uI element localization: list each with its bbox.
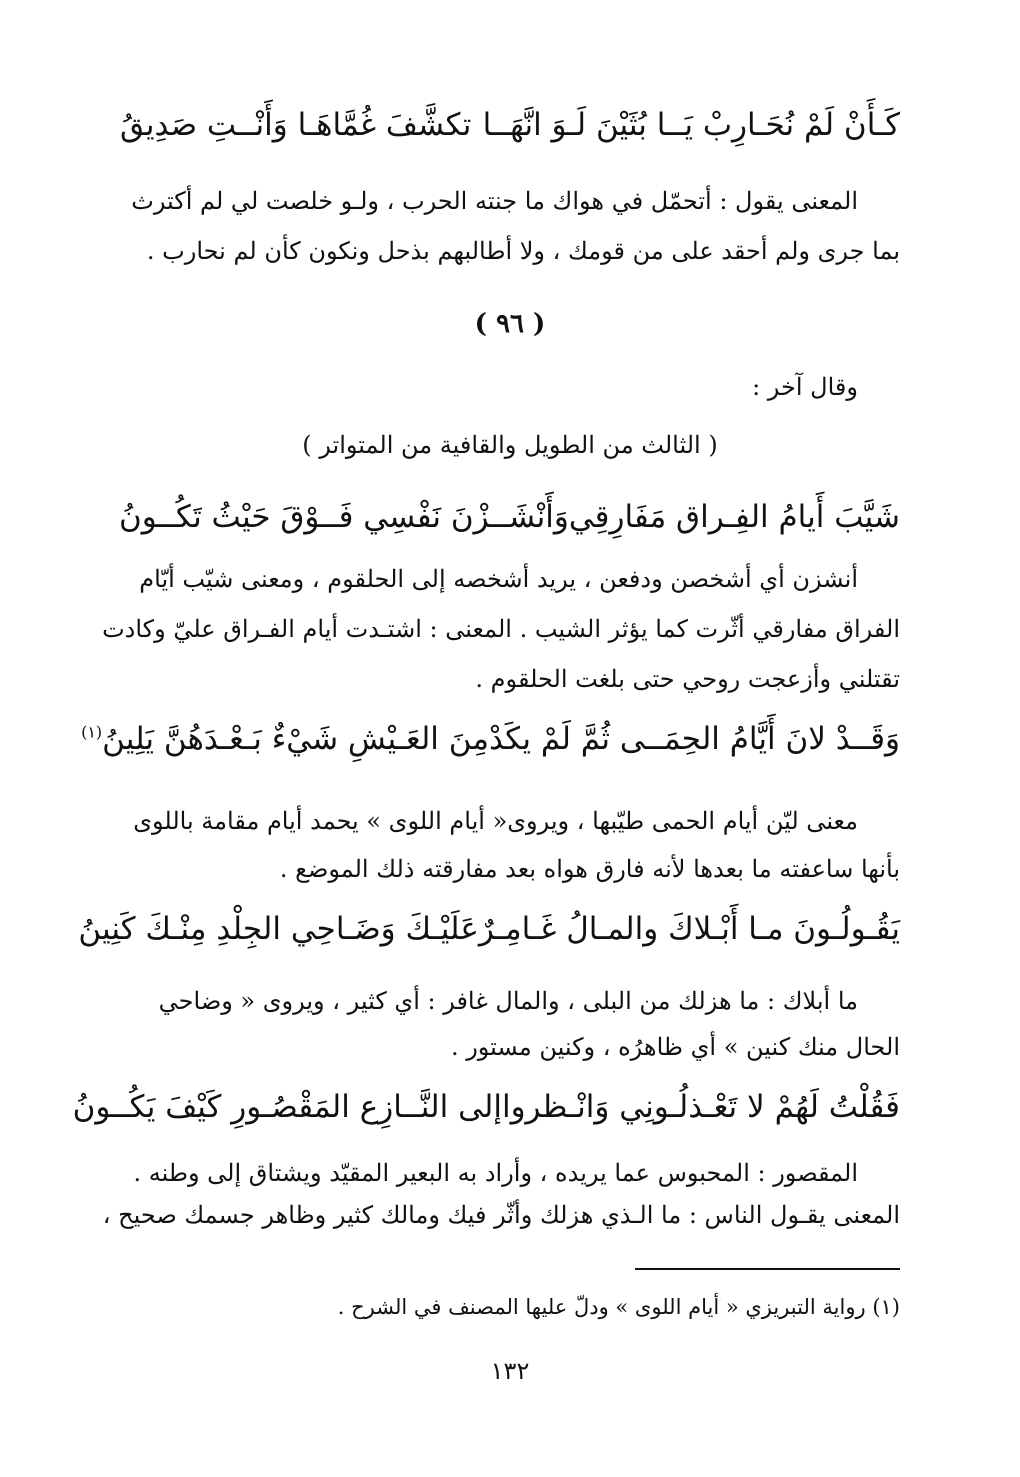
verse-line [120,500,900,534]
verse-second-hemistich: عَلَيْـكَ وَضَـاحِي الجِلْدِ مِنْـكَ كَنِينُ [78,911,479,947]
poem-intro: وقال آخر : [752,373,858,401]
verse-second-hemistich: وَأَنْشَــزْنَ نَفْسِي فَــوْقَ حَيْثُ تَكُــونُ [119,499,569,535]
paragraph-line: معنى ليّن أيام الحمى طيّبها ، ويروى« أيام اللوى » يحمد أيام مقامة باللوى [133,807,858,835]
verse-first-hemistich: يَقُـولُـونَ مـا أَبْـلاكَ والمـالُ غَـامِـرٌ [478,911,900,947]
verse-first-hemistich: فَقُلْتُ لَهُمْ لا تَعْـذلُـونِي وَانْـظروا [501,1089,900,1125]
verse-line [120,108,900,142]
footnote-number: (١) [872,1295,900,1319]
paragraph-line: المقصور : المحبوس عما يريده ، وأراد به البعير المقيّد ويشتاق إلى وطنه . [133,1159,858,1187]
paragraph-line: بما جرى ولم أحقد على من قومك ، ولا أطالبهم بذحل ونكون كأن لم نحارب . [146,237,900,265]
verse-second-hemistich: تكشَّفَ غُمَّاهَـا وَأَنْــتِ صَدِيقُ [120,107,472,143]
section-number: ( ٩٦ ) [474,309,546,339]
footnote-divider [635,1268,900,1270]
paragraph-line: الحال منك كنين » أي ظاهرُه ، وكنين مستور . [450,1033,900,1061]
page-number: ١٣٢ [490,1357,530,1385]
paragraph-line: أنشزن أي أشخصن ودفعن ، يريد أشخصه إلى الحلقوم ، ومعنى شيّب أيّام [139,565,858,593]
verse-second-hemistich: إلى النَّــازِع المَقْصُـورِ كَيْفَ يَكُــونُ [72,1089,502,1125]
paragraph-line: الفراق مفارقي أثّرت كما يؤثر الشيب . المعنى : اشتـدت أيام الفـراق عليّ وكادت [102,615,900,643]
verse-first-hemistich: وَقَــدْ لانَ أَيَّامُ الحِمَــى ثُمَّ لَمْ يكَدْ [488,721,900,757]
verse-second-hemistich-text: مِنَ العَـيْشِ شَيْءٌ بَـعْـدَهُنَّ يَلِينُ [102,721,489,757]
footnote [120,1296,900,1319]
verse-line [72,1089,900,1125]
meter-heading: ( الثالث من الطويل والقافية من المتواتر ) [302,431,718,459]
paragraph-line: تقتلني وأزعجت روحي حتى بلغت الحلقوم . [475,665,900,693]
paragraph-line: ما أبلاك : ما هزلك من البلى ، والمال غافر : أي كثير ، ويروى « وضاحي [158,987,858,1015]
verse-first-hemistich: شَيَّبَ أَيامُ الفِـراق مَفَارِقِي [568,499,900,535]
verse-first-hemistich: كَـأَنْ لَمْ نُحَـارِبْ يَــا بُثَيْنَ لَـوَ انَّهَــا [482,107,900,143]
footnote-marker: (١) [81,722,103,742]
verse-line [78,911,900,947]
paragraph-line: المعنى يقـول الناس : ما الـذي هزلك وأثّر فيك ومالك كثير وظاهر جسمك صحيح ، [102,1201,900,1229]
paragraph-line: المعنى يقول : أتحمّل في هواك ما جنته الحرب ، ولـو خلصت لي لم أكترث [131,187,858,215]
verse-second-hemistich [81,722,489,756]
verse-line [81,721,900,757]
footnote-text: رواية التبريزي « أيام اللوى » ودلّ عليها المصنف في الشرح . [337,1295,866,1319]
paragraph-line: بأنها ساعفته ما بعدها لأنه فارق هواه بعد مفارقته ذلك الموضع . [279,855,900,883]
